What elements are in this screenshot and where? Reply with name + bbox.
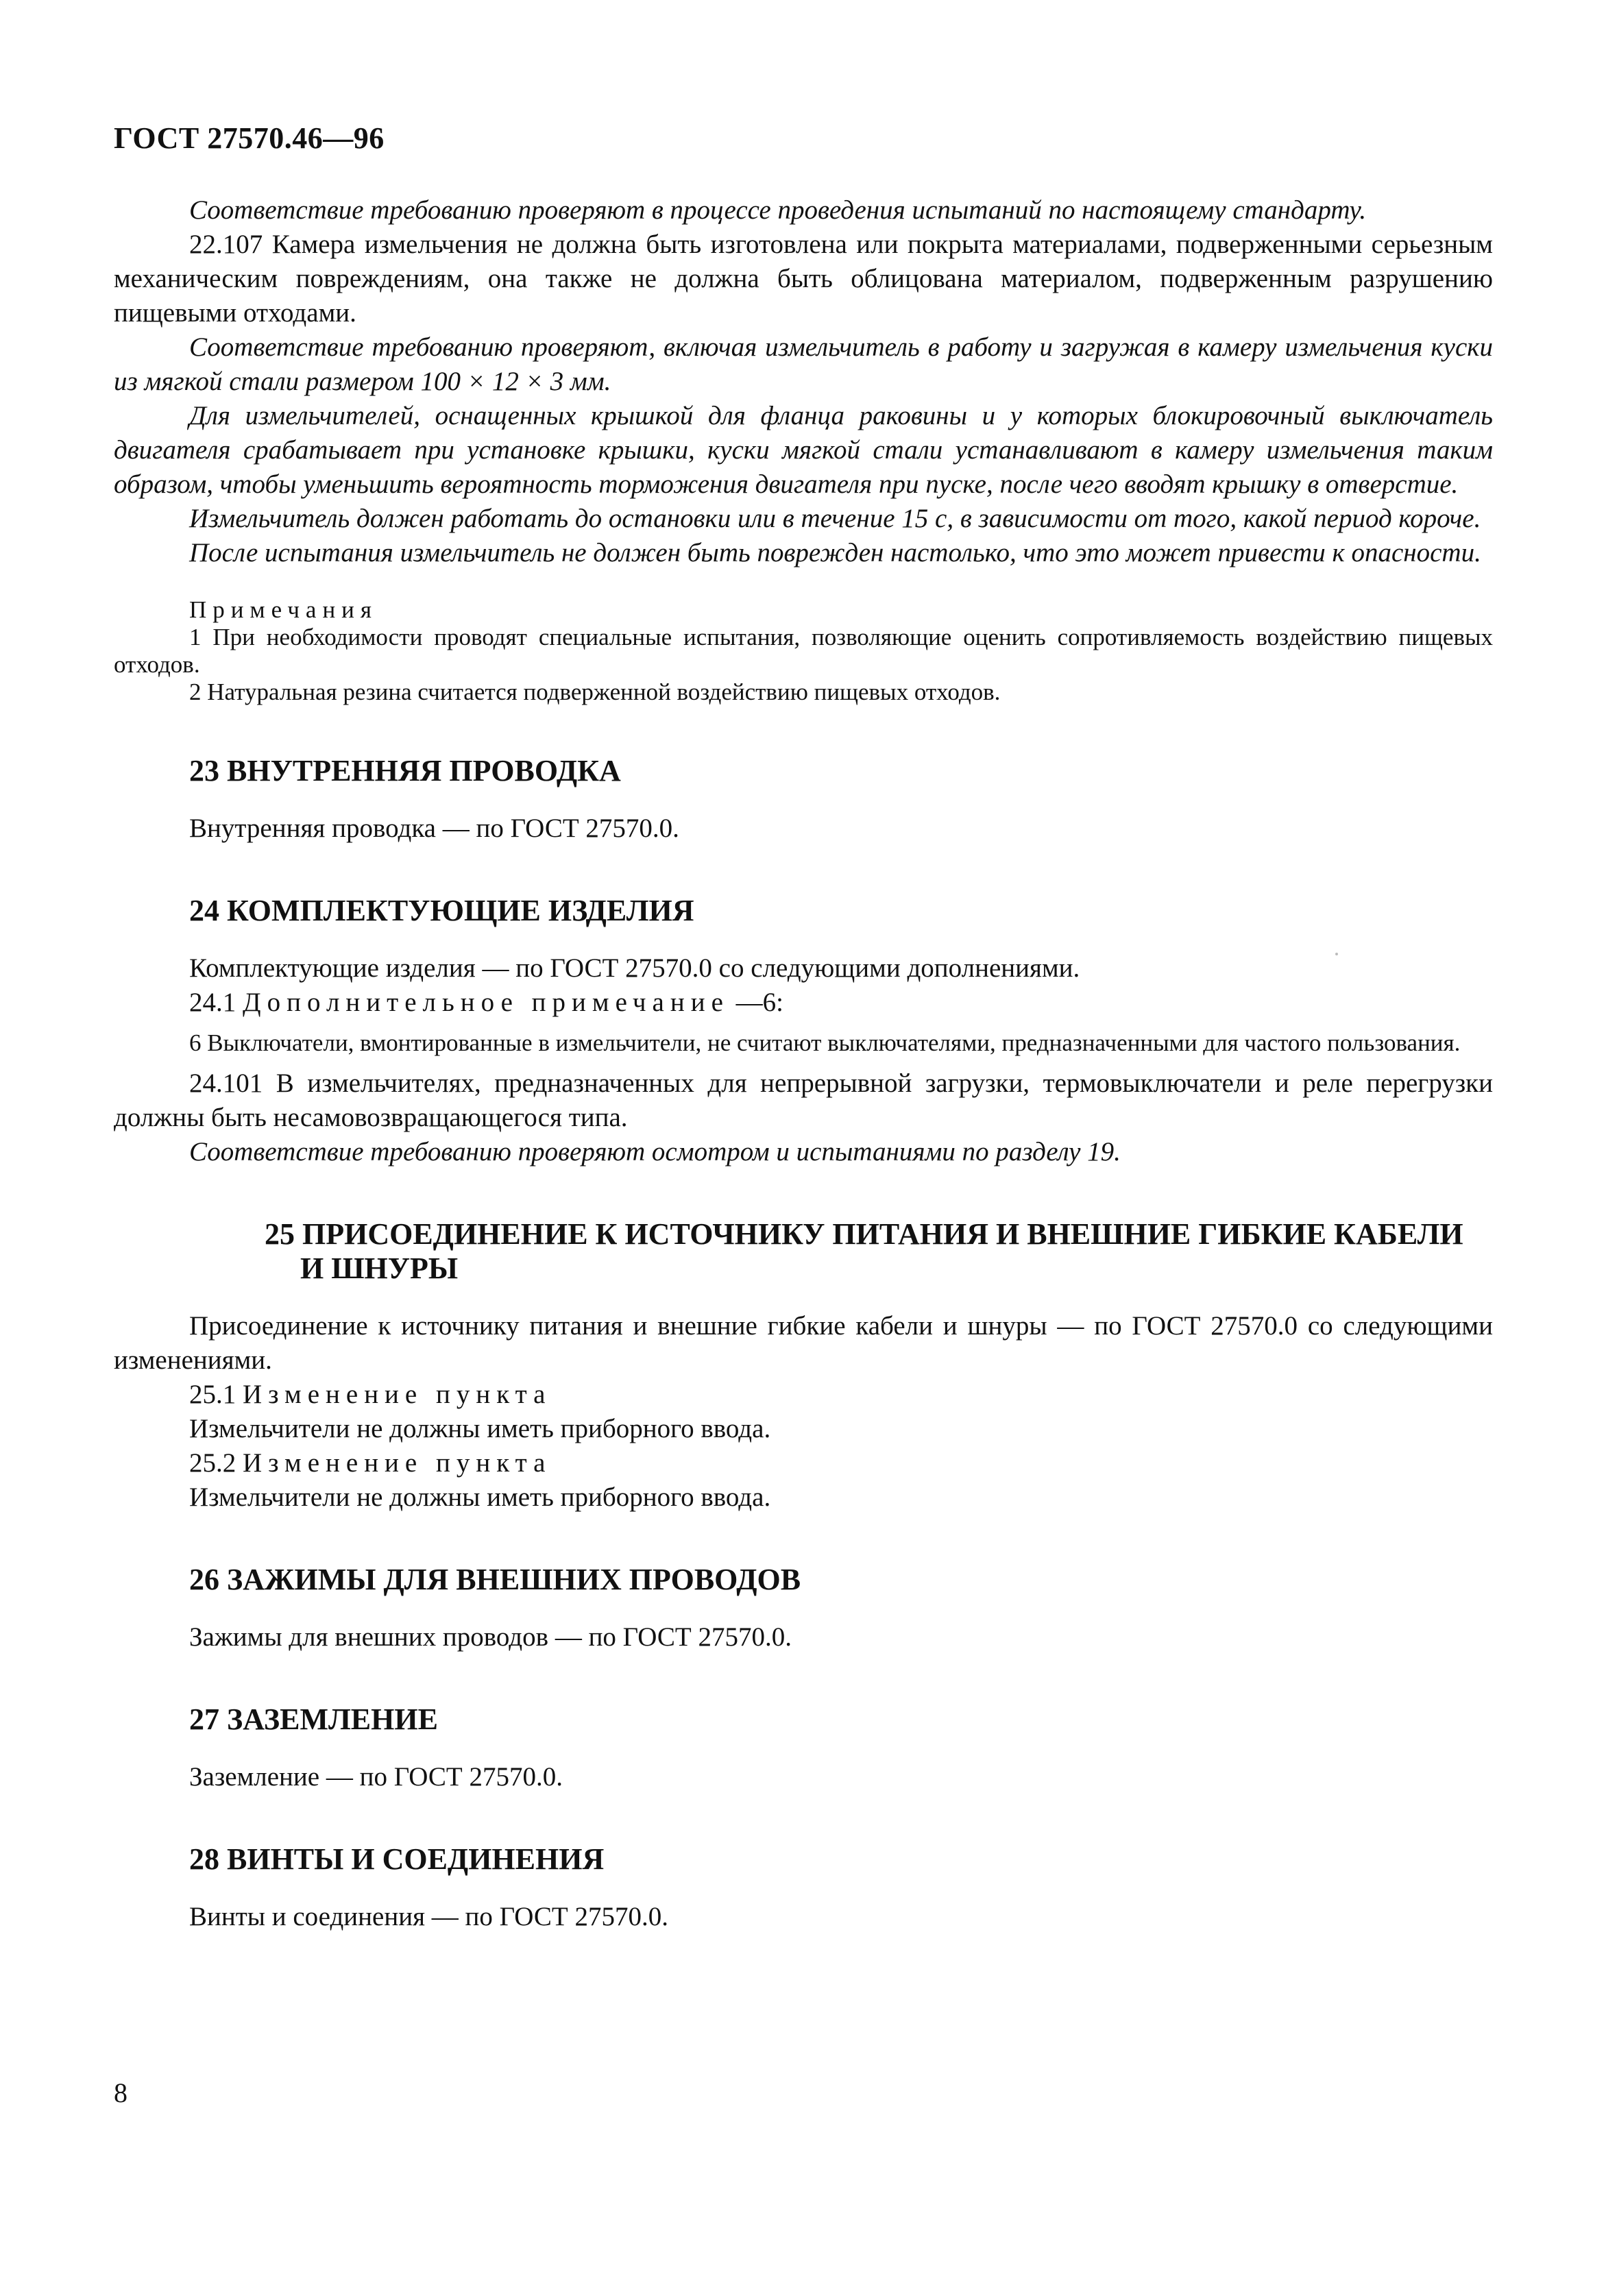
section-24-title: 24 КОМПЛЕКТУЮЩИЕ ИЗДЕЛИЯ xyxy=(189,894,694,927)
scan-speck xyxy=(1335,953,1338,955)
section-24-text: Комплектующие изделия — по ГОСТ 27570.0 со следующими дополнениями. xyxy=(189,953,1080,983)
section-26-title: 26 ЗАЖИМЫ ДЛЯ ВНЕШНИХ ПРОВОДОВ xyxy=(189,1563,801,1596)
paragraph-compliance-intro: Соответствие требованию проверяют в процессе проведения испытаний по настоящему стандарту. xyxy=(189,195,1367,225)
section-26-text: Зажимы для внешних проводов — по ГОСТ 27570.0. xyxy=(189,1622,792,1652)
paragraph-22-107: 22.107 Камера измельчения не должна быть изготовлена или покрыта материалами, подверженными серьезным механическим повреждениям, она также не должна быть облицована материалом, подверженным разрушению пищевыми отходами. xyxy=(114,230,1493,328)
section-23-text: Внутренняя проводка — по ГОСТ 27570.0. xyxy=(189,814,679,843)
page-content xyxy=(114,193,1493,1934)
clause-24-101-compliance: Соответствие требованию проверяют осмотром и испытаниями по разделу 19. xyxy=(189,1137,1121,1167)
note-1: 1 При необходимости проводят специальные испытания, позволяющие оценить сопротивляемость воздействию пищевых отходов. xyxy=(114,624,1493,678)
clause-25-2-number: 25.2 xyxy=(189,1448,236,1478)
clause-25-1-number: 25.1 xyxy=(189,1380,236,1409)
notes-block xyxy=(114,596,1493,706)
clause-24-1-heading: Дополнительное примечание xyxy=(243,988,729,1017)
clause-24-1 xyxy=(114,986,1493,1020)
clause-24-1-number: 24.1 xyxy=(189,988,236,1017)
paragraph-after-test: После испытания измельчитель не должен быть поврежден настолько, что это может привести к опасности. xyxy=(189,538,1481,567)
page-number: 8 xyxy=(114,2077,127,2108)
section-25-title-line1: 25 ПРИСОЕДИНЕНИЕ К ИСТОЧНИКУ ПИТАНИЯ И ВНЕШНИЕ ГИБКИЕ КАБЕЛИ xyxy=(265,1217,1463,1251)
section-27-title: 27 ЗАЗЕМЛЕНИЕ xyxy=(189,1702,438,1736)
note-2: 2 Натуральная резина считается подверженной воздействию пищевых отходов. xyxy=(189,679,1001,705)
section-23-title: 23 ВНУТРЕННЯЯ ПРОВОДКА xyxy=(189,754,621,787)
clause-25-2 xyxy=(114,1446,1493,1480)
note-6: 6 Выключатели, вмонтированные в измельчители, не считают выключателями, предназначенными для частого пользования. xyxy=(189,1029,1461,1056)
clause-24-1-tail: —6: xyxy=(729,988,784,1017)
clause-25-1 xyxy=(114,1378,1493,1412)
notes-title: Примечания xyxy=(189,596,378,623)
clause-24-101: 24.101 В измельчителях, предназначенных для непрерывной загрузки, термовыключатели и реле перегрузки должны быть несамовозвращающегося типа. xyxy=(114,1068,1493,1132)
paragraph-compliance-check: Соответствие требованию проверяют, включая измельчитель в работу и загружая в камеру измельчения куски из мягкой стали размером 100 × 12 × 3 мм. xyxy=(114,332,1493,396)
document-code: ГОСТ 27570.46—96 xyxy=(114,121,385,155)
paragraph-run-duration: Измельчитель должен работать до остановки или в течение 15 с, в зависимости от того, какой период короче. xyxy=(189,504,1481,533)
clause-25-2-heading: Изменение пункта xyxy=(243,1448,552,1478)
section-27-text: Заземление — по ГОСТ 27570.0. xyxy=(189,1762,563,1792)
section-28-text: Винты и соединения — по ГОСТ 27570.0. xyxy=(189,1902,668,1931)
section-25-text: Присоединение к источнику питания и внешние гибкие кабели и шнуры — по ГОСТ 27570.0 со следующими изменениями. xyxy=(114,1311,1493,1375)
clause-25-1-text: Измельчители не должны иметь приборного ввода. xyxy=(189,1414,771,1443)
clause-25-1-heading: Изменение пункта xyxy=(243,1380,552,1409)
paragraph-sink-flange: Для измельчителей, оснащенных крышкой для фланца раковины и у которых блокировочный выключатель двигателя срабатывает при установке крышки, куски мягкой стали устанавливают в камеру измельчения таким образом, чтобы уменьшить вероятность торможения двигателя при пуске, после чего вводят крышку в отверстие. xyxy=(114,401,1493,499)
section-25-title xyxy=(189,1217,1493,1286)
section-28-title: 28 ВИНТЫ И СОЕДИНЕНИЯ xyxy=(189,1842,605,1876)
clause-25-2-text: Измельчители не должны иметь приборного ввода. xyxy=(189,1482,771,1512)
section-25-title-line2: И ШНУРЫ xyxy=(300,1251,459,1285)
